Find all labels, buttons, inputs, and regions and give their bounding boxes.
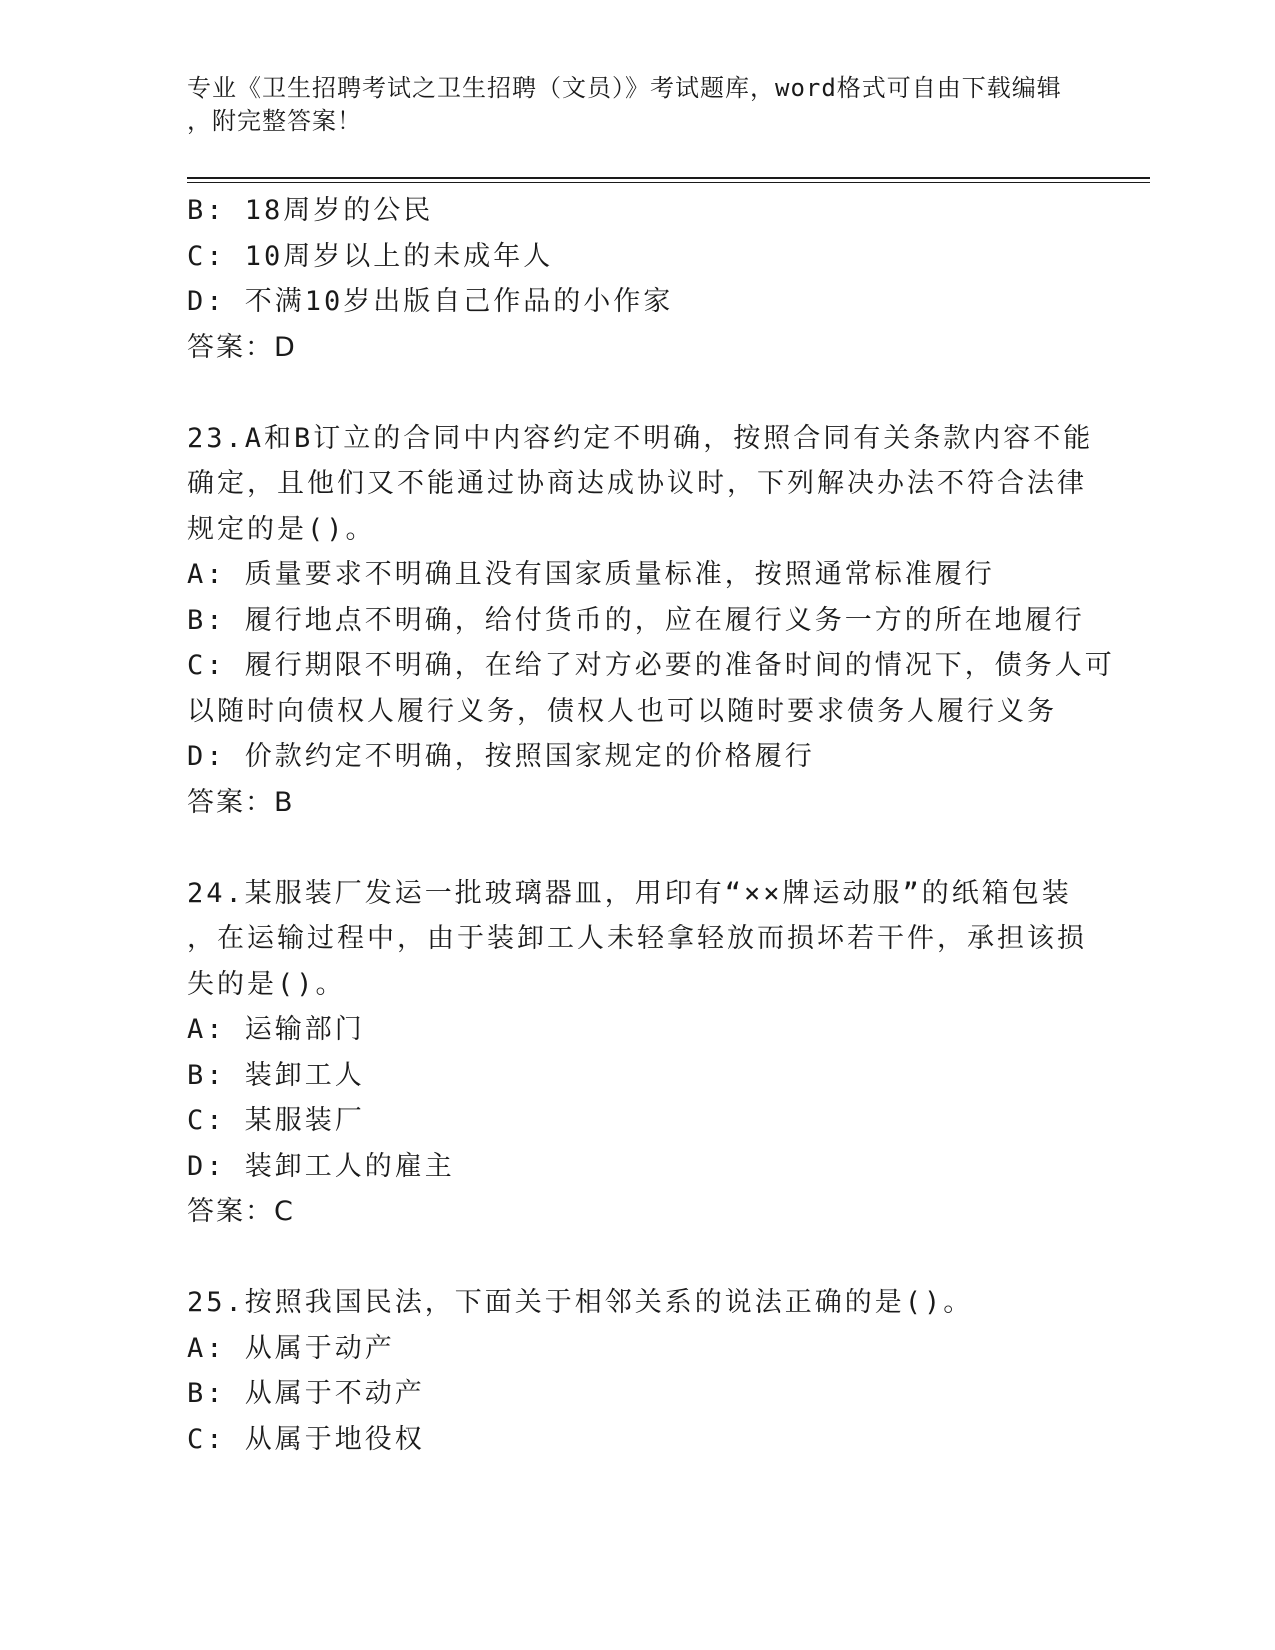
- spacer: [187, 370, 1067, 416]
- question-25: [187, 1280, 1067, 1462]
- question-stem: 23.A和B订立的合同中内容约定不明确，按照合同有关条款内容不能: [187, 422, 1094, 454]
- option-b: B: 履行地点不明确，给付货币的，应在履行义务一方的所在地履行: [187, 604, 1085, 636]
- option-a: A: 从属于动产: [187, 1332, 395, 1364]
- option-a: A: 质量要求不明确且没有国家质量标准，按照通常标准履行: [187, 559, 995, 590]
- option-d: D: 装卸工人的雇主: [187, 1150, 455, 1182]
- answer: 答案：B: [187, 786, 295, 818]
- answer: 答案：C: [187, 1196, 295, 1227]
- option-b: B: 装卸工人: [187, 1059, 365, 1091]
- header-line-1: 专业《卫生招聘考试之卫生招聘（文员）》考试题库，word格式可自由下载编辑: [187, 74, 1062, 102]
- option-c: C: 从属于地役权: [187, 1423, 425, 1455]
- option-a: A: 运输部门: [187, 1014, 365, 1045]
- question-stem: ，在运输过程中，由于装卸工人未轻拿轻放而损坏若干件，承担该损: [187, 923, 1087, 954]
- header-divider-thick: [187, 177, 1150, 179]
- question-23: [187, 416, 1115, 826]
- option-c: C: 某服装厂: [187, 1105, 365, 1136]
- option-b: B: 18周岁的公民: [187, 195, 434, 226]
- question-stem: 规定的是()。: [187, 513, 376, 545]
- option-c: C: 履行期限不明确，在给了对方必要的准备时间的情况下，债务人可: [187, 650, 1115, 681]
- option-d: D: 不满10岁出版自己作品的小作家: [187, 286, 674, 317]
- header-line-2: ，附完整答案！: [187, 107, 362, 135]
- option-c-continued: 以随时向债权人履行义务，债权人也可以随时要求债务人履行义务: [187, 695, 1057, 727]
- question-22: [187, 188, 1067, 370]
- question-stem: 确定，且他们又不能通过协商达成协议时，下列解决办法不符合法律: [187, 468, 1087, 499]
- spacer: [187, 1235, 1067, 1281]
- answer: 答案：D: [187, 331, 297, 363]
- question-stem: 24.某服装厂发运一批玻璃器皿，用印有“××牌运动服”的纸箱包装: [187, 877, 1072, 909]
- question-stem: 失的是()。: [187, 968, 346, 1000]
- page-header: [187, 72, 1067, 138]
- question-list: [187, 188, 1115, 1462]
- option-b: B: 从属于不动产: [187, 1378, 425, 1409]
- option-c: C: 10周岁以上的未成年人: [187, 240, 554, 272]
- spacer: [187, 825, 1067, 871]
- question-24: [187, 871, 1087, 1235]
- option-d: D: 价款约定不明确，按照国家规定的价格履行: [187, 741, 815, 772]
- question-stem: 25.按照我国民法，下面关于相邻关系的说法正确的是()。: [187, 1287, 974, 1318]
- header-divider-thin: [187, 182, 1150, 183]
